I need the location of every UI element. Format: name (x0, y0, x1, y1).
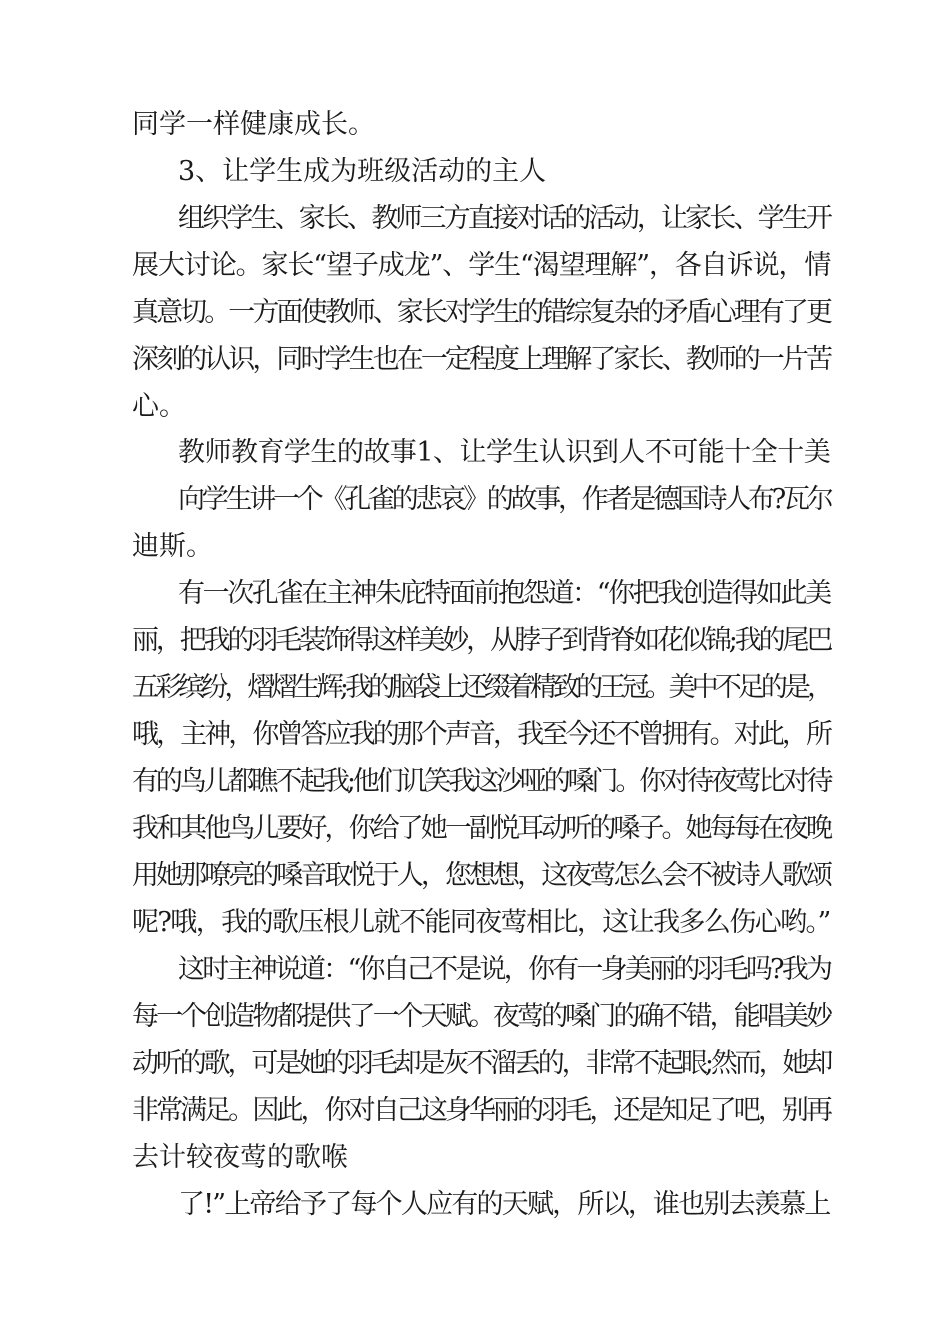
text-line: 向学生讲一个《孔雀的悲哀》的故事，作者是德国诗人布?瓦尔 (178, 484, 831, 515)
text-line: 呢?哦，我的歌压根儿就不能同夜莺相比，这让我多么伤心哟。” (132, 907, 830, 938)
text-line: 同学一样健康成长。 (132, 109, 375, 140)
section-heading: 教师教育学生的故事1、让学生认识到人不可能十全十美 (178, 437, 831, 468)
text-line: 心。 (132, 391, 186, 422)
text-line: 这时主神说道：“你自己不是说，你有一身美丽的羽毛吗?我为 (178, 954, 831, 985)
text-line: 去计较夜莺的歌喉 (132, 1142, 348, 1173)
text-line: 哦，主神，你曾答应我的那个声音，我至今还不曾拥有。对此，所 (132, 719, 831, 750)
text-line: 真意切。一方面使教师、家长对学生的错综复杂的矛盾心理有了更 (132, 297, 831, 328)
text-line: 迪斯。 (132, 531, 213, 562)
text-line: 用她那嘹亮的嗓音取悦于人，您想想，这夜莺怎么会不被诗人歌颂 (132, 860, 831, 891)
text-line: 有的鸟儿都瞧不起我;他们讥笑我这沙哑的嗓门。你对待夜莺比对待 (132, 766, 831, 797)
text-line: 动听的歌，可是她的羽毛却是灰不溜丢的，非常不起眼;然而，她却 (132, 1048, 831, 1079)
section-heading: 3、让学生成为班级活动的主人 (178, 156, 547, 187)
text-line: 有一次孔雀在主神朱庇特面前抱怨道：“你把我创造得如此美 (178, 578, 830, 609)
text-line: 了!”上帝给予了每个人应有的天赋，所以，谁也别去羡慕上 (178, 1189, 830, 1220)
text-line: 深刻的认识，同时学生也在一定程度上理解了家长、教师的一片苦 (132, 344, 831, 375)
text-line: 非常满足。因此，你对自己这身华丽的羽毛，还是知足了吧，别再 (132, 1095, 831, 1126)
text-line: 我和其他鸟儿要好，你给了她一副悦耳动听的嗓子。她每每在夜晚 (132, 813, 831, 844)
text-line: 丽，把我的羽毛装饰得这样美妙，从脖子到背脊如花似锦;我的尾巴 (132, 625, 831, 656)
text-line: 五彩缤纷，熠熠生辉;我的脑袋上还缀着精致的王冠。美中不足的是， (132, 672, 831, 703)
text-line: 组织学生、家长、教师三方直接对话的活动，让家长、学生开 (178, 203, 831, 234)
text-line: 每一个创造物都提供了一个天赋。夜莺的嗓门的确不错，能唱美妙 (132, 1001, 831, 1032)
text-line: 展大讨论。家长“望子成龙”、学生“渴望理解”，各自诉说，情 (132, 250, 831, 281)
